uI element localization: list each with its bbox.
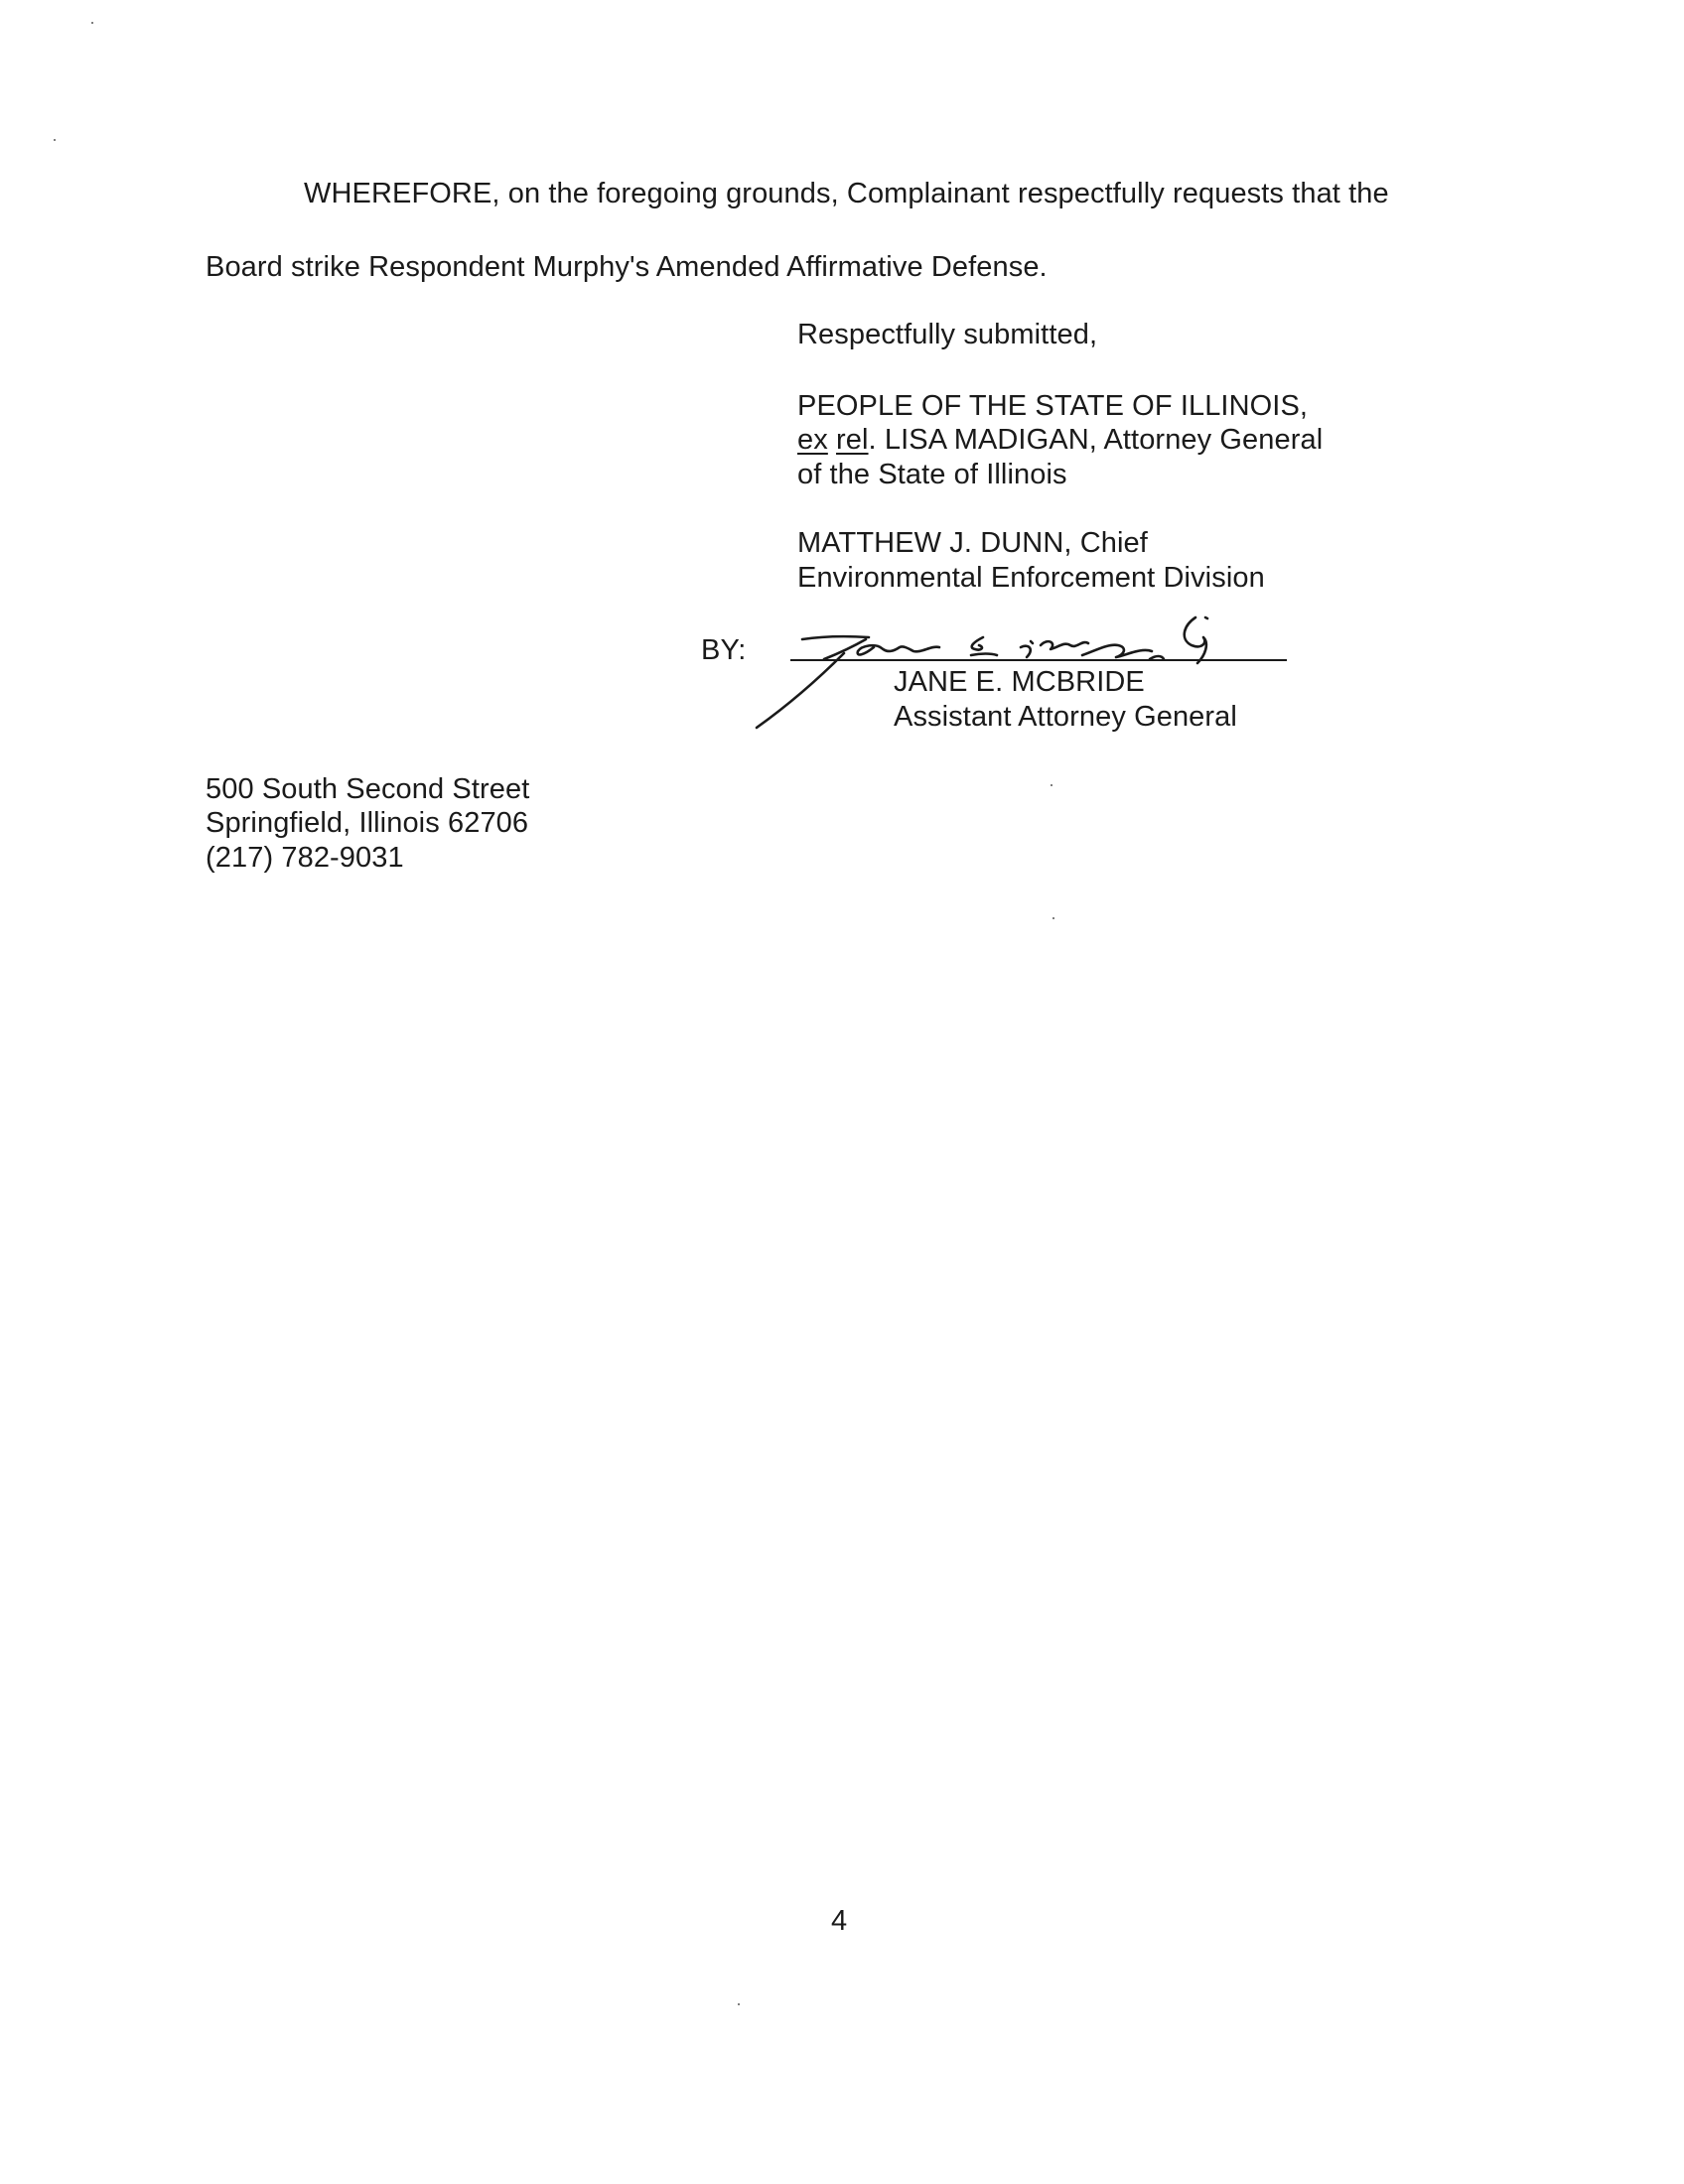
ex-text: ex <box>797 424 828 456</box>
signature-line <box>790 659 1287 661</box>
scan-speck <box>91 22 93 24</box>
address-line-3: (217) 782-9031 <box>206 842 404 874</box>
signer-name: JANE E. MCBRIDE <box>894 666 1145 698</box>
by-label: BY: <box>701 634 747 666</box>
address-line-2: Springfield, Illinois 62706 <box>206 807 529 839</box>
division-line-1: MATTHEW J. DUNN, Chief <box>797 527 1148 559</box>
address-line-1: 500 South Second Street <box>206 773 530 805</box>
paragraph-line-2: Board strike Respondent Murphy's Amended Affirmative Defense. <box>206 251 1048 283</box>
scan-speck <box>54 139 56 141</box>
scan-speck <box>1051 784 1052 786</box>
party-line-3: of the State of Illinois <box>797 459 1067 490</box>
page-number: 4 <box>831 1905 848 1937</box>
paragraph-line-1: WHEREFORE, on the foregoing grounds, Complainant respectfully requests that the <box>304 178 1389 209</box>
closing-text: Respectfully submitted, <box>797 319 1098 350</box>
party-line-2 <box>797 423 1323 457</box>
party-line-2-rest: . LISA MADIGAN, Attorney General <box>868 424 1324 456</box>
signer-title: Assistant Attorney General <box>894 701 1237 733</box>
scan-speck <box>738 2003 740 2005</box>
scan-speck <box>1052 917 1054 919</box>
division-line-2: Environmental Enforcement Division <box>797 562 1265 594</box>
rel-text: rel <box>836 424 869 456</box>
party-line-1: PEOPLE OF THE STATE OF ILLINOIS, <box>797 390 1309 422</box>
